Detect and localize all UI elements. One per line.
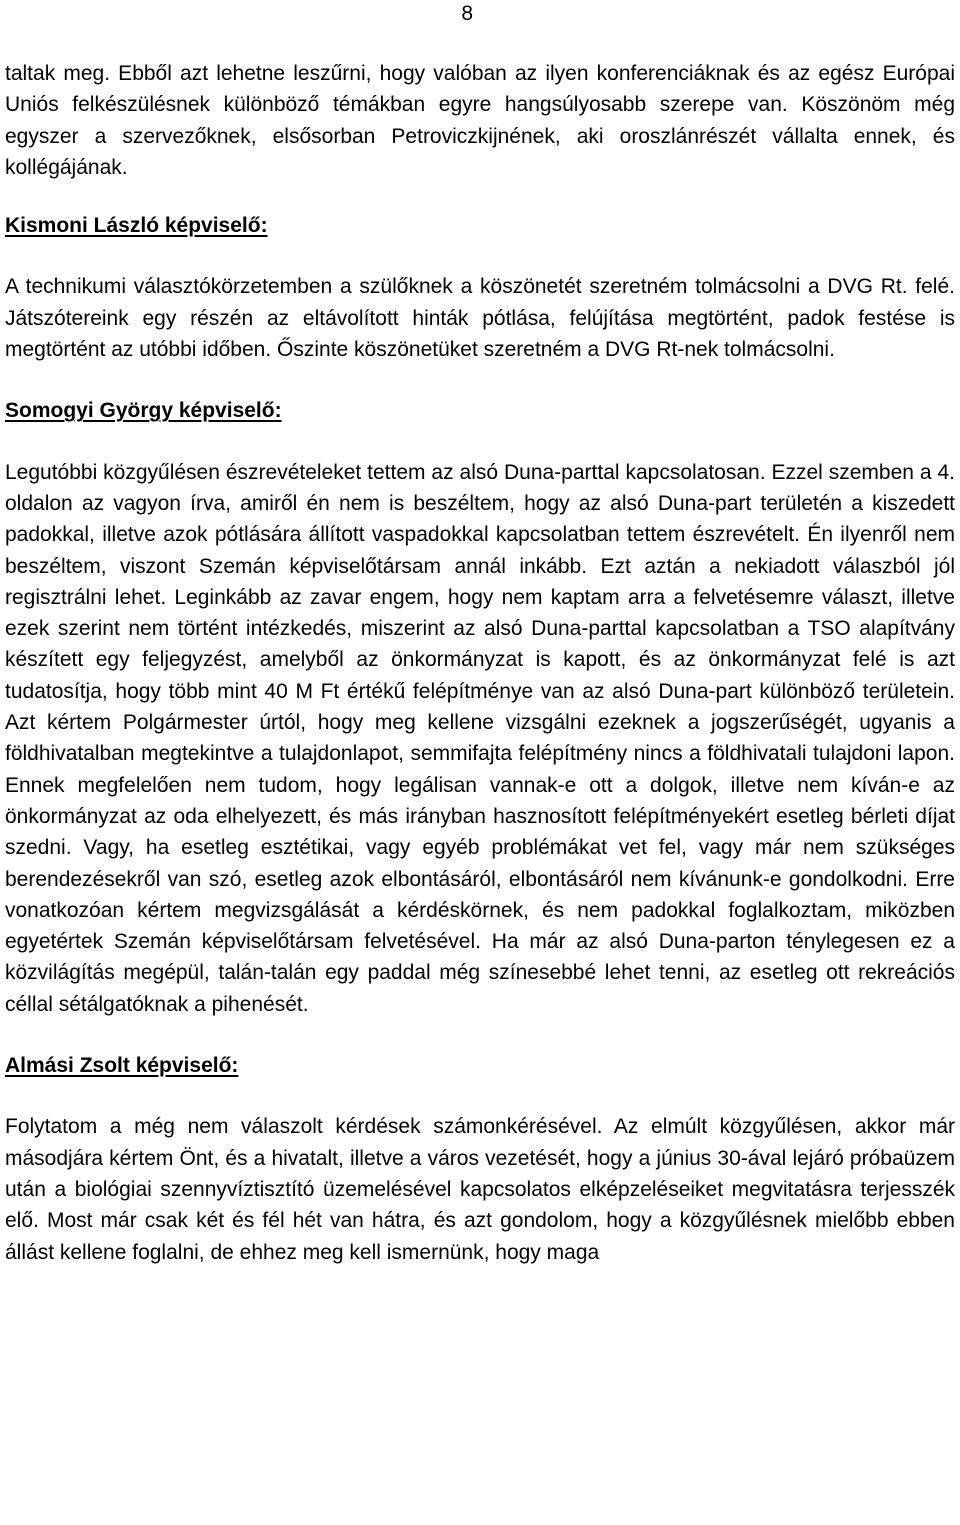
paragraph-kismoni: A technikumi választókörzetemben a szülőknek a köszönetét szeretném tolmácsolni a DVG Rt. felé. Játszótereink egy részén az eltávolított hinták pótlása, felújítása megtörtént, padok festése is megtörtént az utóbbi időben. Őszinte köszönetüket szeretném a DVG Rt-nek tolmácsolni. [5,275,955,362]
document-body [5,58,955,1268]
speaker-heading-almasi: Almási Zsolt képviselő: [5,1054,239,1078]
paragraph-somogyi: Legutóbbi közgyűlésen észrevételeket tettem az alsó Duna-parttal kapcsolatosan. Ezzel szemben a 4. oldalon az vagyon írva, amiről én nem is beszéltem, hogy az alsó Duna-part területén a kiszedett padokkal, illetve azok pótlására állított vaspadokkal kapcsolatban tettem észrevételt. Én ilyenről nem beszéltem, viszont Szemán képviselőtársam annál inkább. Ezt aztán a nekiadott válaszból jól regisztrálni lehet. Leginkább az zavar engem, hogy nem kaptam arra a felvetésemre választ, illetve ezek szerint nem történt intézkedés, miszerint az alsó Duna-parttal kapcsolatban a TSO alapítvány készített egy feljegyzést, amelyből az önkormányzat is kapott, és az önkormányzat felé is azt tudatosítja, hogy több mint 40 M Ft értékű felépítménye van az alsó Duna-part különböző területein. Azt kértem Polgármester úrtól, hogy meg kellene vizsgálni ezeknek a jogszerűségét, ugyanis a földhivatalban megtekintve a tulajdonlapot, semmifajta felépítmény nincs a földhivatali tulajdoni lapon. Ennek megfelelően nem tudom, hogy legálisan vannak-e ott a dolgok, illetve nem kíván-e az önkormányzat az oda elhelyezett, és más irányban hasznosított felépítményekért esetleg bérleti díjat szedni. Vagy, ha esetleg esztétikai, vagy egyéb problémákat vet fel, vagy már nem szükséges berendezésekről van szó, esetleg azok elbontásáról, elbontásáról nem kívánunk-e gondolkodni. Erre vonatkozóan kértem megvizsgálását a kérdéskörnek, és nem padokkal foglalkoztam, miközben egyetértek Szemán képviselőtársam felvetésével. Ha már az alsó Duna-parton ténylegesen ez a közvilágítás megépül, talán-talán egy paddal még színesebbé lehet tenni, az esetleg ott rekreációs céllal sétálgatóknak a pihenését. [5,460,955,1016]
page-number: 8 [461,2,473,25]
paragraph-almasi: Folytatom a még nem válaszolt kérdések számonkérésével. Az elmúlt közgyűlésen, akkor már másodjára kértem Önt, és a hivatalt, illetve a város vezetését, hogy a június 30-ával lejáró próbaüzem után a biológiai szennyvíztisztító üzemelésével kapcsolatos elképzeléseiket megvitatásra terjesszék elő. Most már csak két és fél hét van hátra, és azt gondolom, hogy a közgyűlésnek mielőbb ebben állást kellene foglalni, de ehhez meg kell ismernünk, hogy maga [5,1115,955,1264]
speaker-heading-kismoni: Kismoni László képviselő: [5,214,268,238]
speaker-heading-somogyi: Somogyi György képviselő: [5,399,282,423]
paragraph-intro: taltak meg. Ebből azt lehetne leszűrni, hogy valóban az ilyen konferenciáknak és az egész Európai Uniós felkészülésnek különböző témákban egyre hangsúlyosabb szerepe van. Köszönöm még egyszer a szervezőknek, elsősorban Petroviczkijnének, aki oroszlánrészét vállalta ennek, és kollégájának. [5,62,955,179]
